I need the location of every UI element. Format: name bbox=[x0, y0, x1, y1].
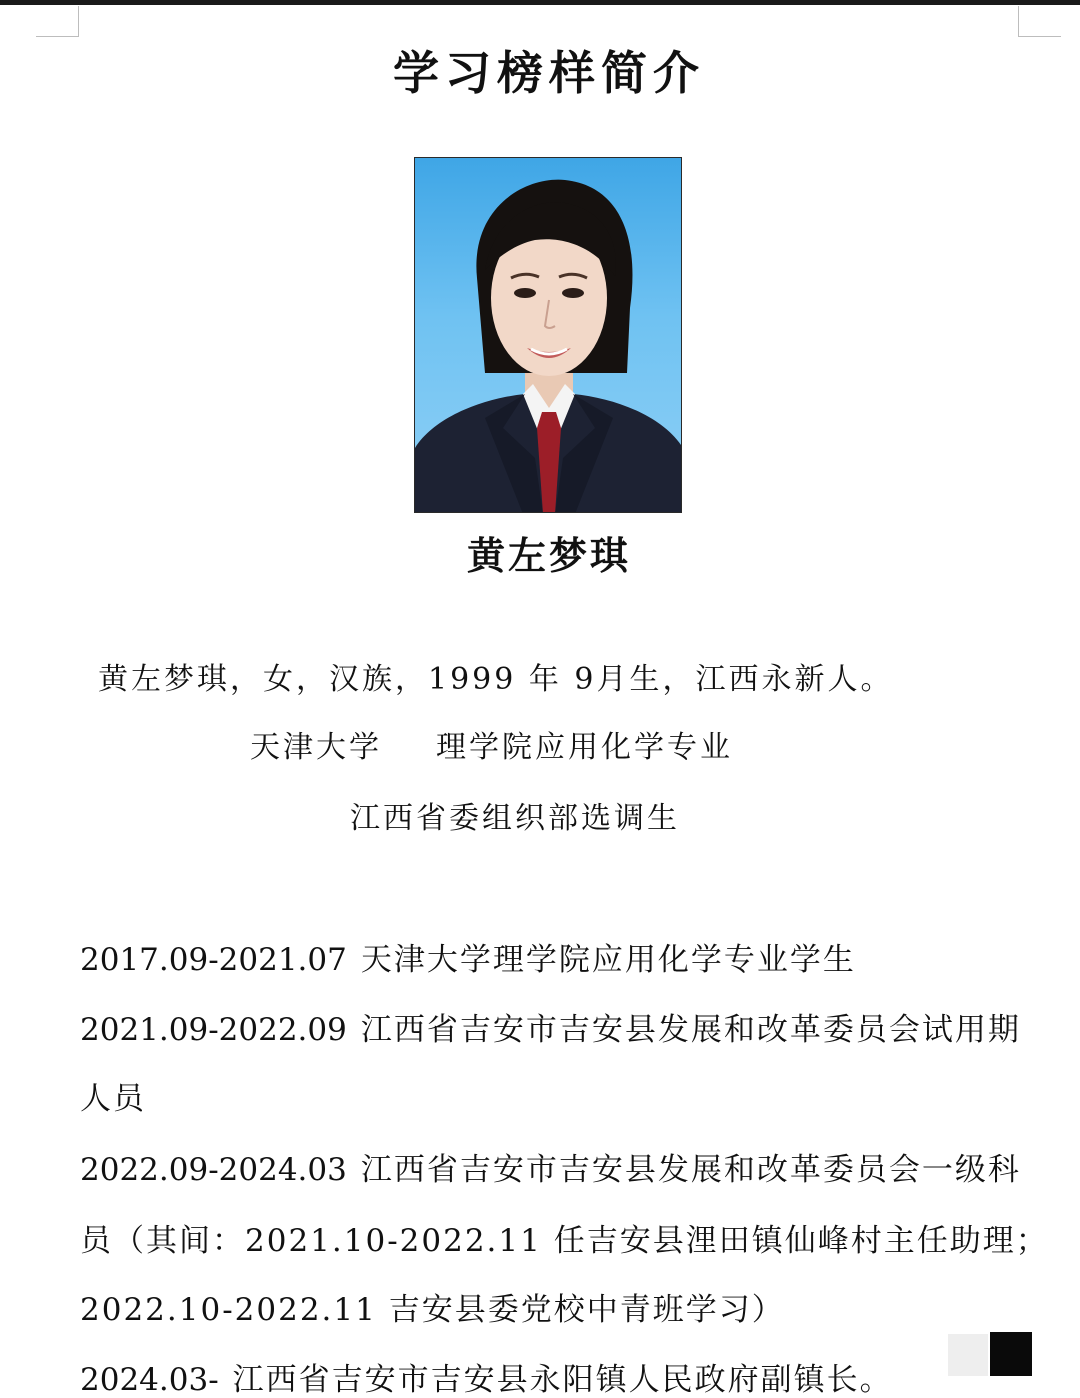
intro-line: 黄左梦琪，女，汉族，1999 年 9月生，江西永新人。 bbox=[98, 662, 894, 697]
timeline-date: 2017.09-2021.07 bbox=[80, 942, 347, 978]
education-line bbox=[250, 726, 733, 770]
page-corner-mark-left bbox=[36, 6, 79, 37]
timeline-text: 江西省吉安市吉安县发展和改革委员会一级科 bbox=[360, 1152, 1021, 1188]
timeline-entry-2-continued: 人员 bbox=[80, 1081, 146, 1117]
timeline-entry-3-continued-1: 员（其间：2021.10-2022.11 任吉安县浬田镇仙峰村主任助理； bbox=[80, 1223, 1049, 1259]
timeline-entry-3 bbox=[80, 1148, 1021, 1192]
timeline-text: 江西省吉安市吉安县发展和改革委员会试用期 bbox=[360, 1012, 1021, 1048]
page-corner-mark-right bbox=[1018, 6, 1061, 37]
timeline-entry-2 bbox=[80, 1008, 1021, 1052]
corner-shade bbox=[948, 1334, 988, 1376]
timeline-date: 2022.09-2024.03 bbox=[80, 1152, 347, 1188]
timeline-entry-1 bbox=[80, 938, 856, 982]
major-name: 理学院应用化学专业 bbox=[436, 730, 733, 765]
portrait-photo bbox=[414, 157, 682, 513]
timeline-entry-4 bbox=[80, 1358, 893, 1398]
person-name: 黄左梦琪 bbox=[466, 533, 631, 578]
school-name: 天津大学 bbox=[250, 730, 382, 765]
timeline-date: 2021.09-2022.09 bbox=[80, 1012, 347, 1048]
timeline-entry-3-continued-2: 2022.10-2022.11 吉安县委党校中青班学习） bbox=[80, 1292, 785, 1328]
assignment-line: 江西省委组织部选调生 bbox=[350, 801, 680, 836]
corner-block bbox=[990, 1332, 1032, 1376]
timeline-date: 2024.03- bbox=[80, 1362, 219, 1398]
document-title: 学习榜样简介 bbox=[393, 46, 705, 100]
top-border bbox=[0, 0, 1080, 5]
timeline-text: 江西省吉安市吉安县永阳镇人民政府副镇长。 bbox=[232, 1362, 893, 1398]
timeline-text: 天津大学理学院应用化学专业学生 bbox=[360, 942, 856, 978]
